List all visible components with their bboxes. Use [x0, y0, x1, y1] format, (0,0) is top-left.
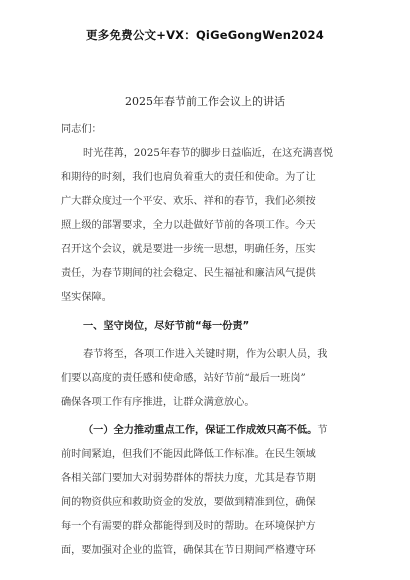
paragraph-3-line-4: 每一个有需要的群众都能得到及时的帮助。在环境保护方	[61, 521, 316, 532]
paragraph-1-line-4: 照上级的部署要求，全力以赴做好节前的各项工作。今天	[61, 220, 316, 231]
subsection-1-heading: （一）全力推动重点工作，保证工作成效只高不低。	[83, 425, 318, 436]
paragraph-3-line-2: 各相关部门要加大对弱势群体的帮扶力度，尤其是春节期	[61, 473, 316, 484]
document-body	[61, 118, 347, 563]
paragraph-1-line-7: 坚实保障。	[61, 292, 112, 303]
subsection-1-line	[61, 419, 347, 443]
promo-banner: 更多免费公文+VX：QiGeGongWen2024	[86, 28, 324, 42]
paragraph-1-line-6: 责任，为春节期间的社会稳定、民生福祉和廉洁风气提供	[61, 268, 316, 279]
page-title: 2025年春节前工作会议上的讲话	[125, 95, 285, 108]
paragraph-1-line-5: 召开这个会议，就是要进一步统一思想，明确任务，压实	[61, 244, 316, 255]
paragraph-3-line-1: 前时间紧迫，但我们不能因此降低工作标准。在民生领域	[61, 449, 316, 460]
subsection-1-lead: 节	[317, 425, 328, 436]
salutation: 同志们：	[61, 124, 102, 135]
paragraph-1-line-3: 广大群众度过一个平安、欢乐、祥和的春节，我们必须按	[61, 196, 316, 207]
section-heading-1: 一、坚守岗位，尽好节前“每一份责”	[83, 321, 250, 332]
paragraph-2-line-1: 春节将至，各项工作进入关键时期，作为公职人员，我	[83, 349, 328, 360]
paragraph-3-line-3: 间的物资供应和救助资金的发放，要做到精准到位，确保	[61, 497, 316, 508]
paragraph-2-line-2: 们要以高度的责任感和使命感，站好节前“最后一班岗”	[61, 373, 306, 384]
paragraph-2-line-3: 确保各项工作有序推进，让群众满意放心。	[61, 397, 255, 408]
paragraph-3-line-5: 面，要加强对企业的监管，确保其在节日期间严格遵守环	[61, 545, 316, 556]
paragraph-1-line-1: 时光荏苒，2025年春节的脚步日益临近，在这充满喜悦	[83, 148, 334, 159]
paragraph-1-line-2: 和期待的时刻，我们也肩负着重大的责任和使命。为了让	[61, 172, 316, 183]
